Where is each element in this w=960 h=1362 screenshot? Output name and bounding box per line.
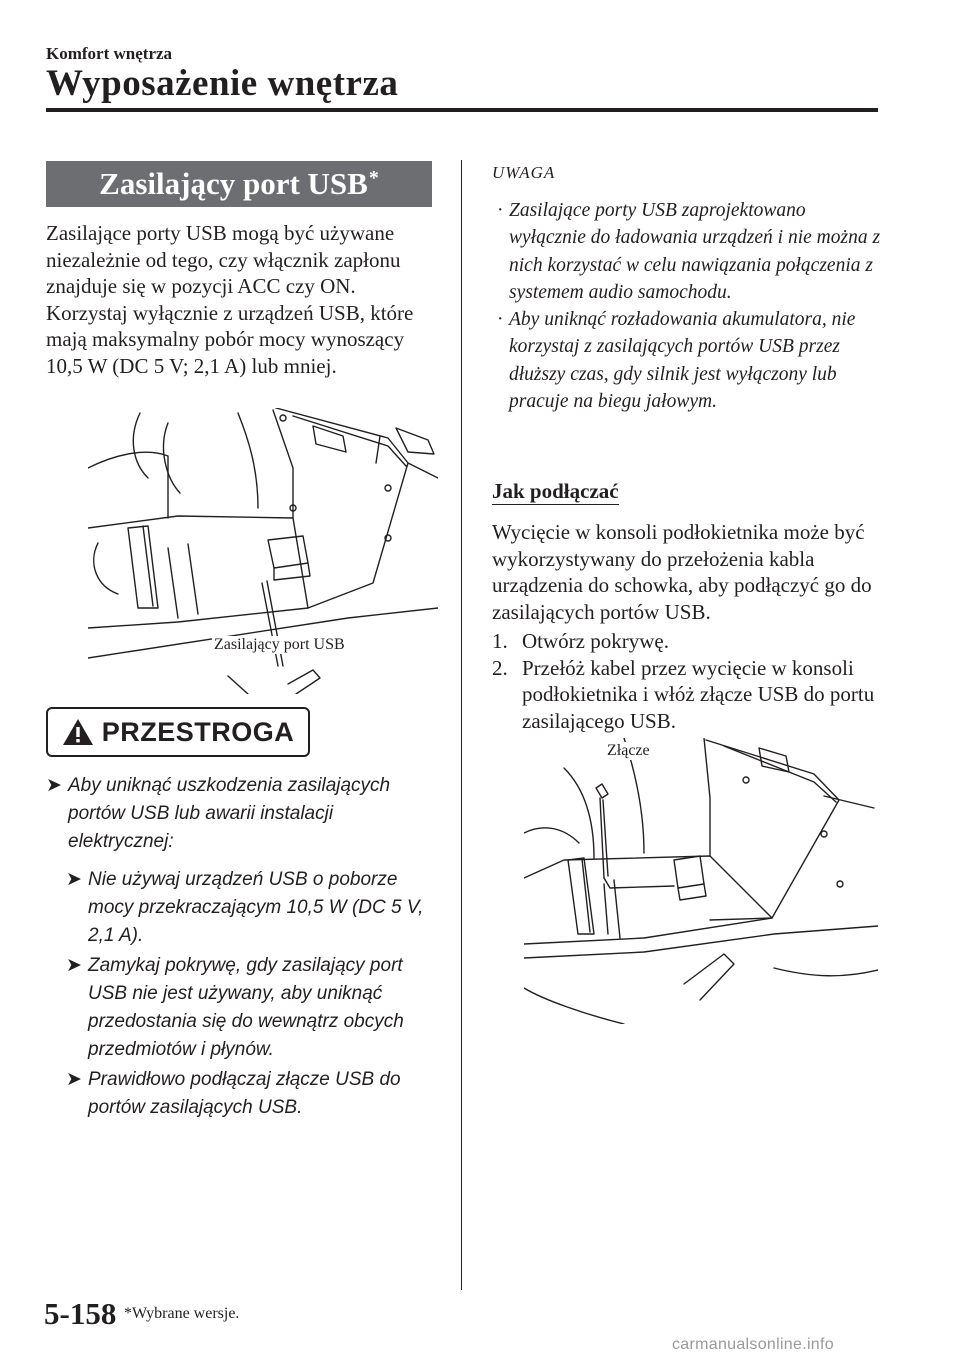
subheading-how-to: Jak podłączać	[492, 479, 619, 503]
steps-list	[492, 628, 892, 734]
step-item: 2. Przełóż kabel przez wycięcie w konsoli podłokietnika i włóż złącze USB do portu zasilającego USB.	[492, 655, 875, 733]
caution-badge	[46, 707, 310, 757]
arrow-bullet-icon: ➤	[66, 955, 82, 976]
note-title: UWAGA	[492, 163, 556, 182]
caution-item: ➤ Nie używaj urządzeń USB o poborze mocy przekraczającym 10,5 W (DC 5 V, 2,1 A).	[46, 866, 436, 950]
warning-triangle-icon	[62, 717, 94, 747]
page-title: Wyposażenie wnętrza	[46, 63, 399, 104]
bullet-dot-icon: ·	[497, 309, 504, 331]
console-illustration-2	[524, 738, 878, 1024]
how-to-paragraph: Wycięcie w konsoli podłokietnika może być wykorzystywany do przełożenia kabla urządzenia do schowka, aby podłączyć go do zasilających portów USB.	[492, 520, 872, 624]
title-rule	[46, 108, 878, 112]
footnote: *Wybrane wersje.	[124, 1305, 240, 1322]
breadcrumb: Komfort wnętrza	[46, 44, 173, 63]
note-item: · Zasilające porty USB zaprojektowano wyłącznie do ładowania urządzeń i nie można z nich korzystać w celu nawiązania połączenia z systemem audio samochodu.	[492, 197, 882, 306]
caution-item: ➤ Prawidłowo podłączaj złącze USB do portów zasilających USB.	[46, 1066, 436, 1122]
intro-paragraph: Zasilające porty USB mogą być używane niezależnie od tego, czy włącznik zapłonu znajduje się w pozycji ACC czy ON. Korzystaj wyłącznie z urządzeń USB, które mają maksymalny pobór mocy wynoszący 10,5 W (DC 5 V; 2,1 A) lub mniej.	[46, 221, 414, 378]
figure2-label: Złącze	[607, 742, 650, 759]
note-list	[492, 197, 882, 415]
column-divider	[461, 160, 462, 1290]
watermark: carmanualsonline.info	[672, 1336, 834, 1353]
optional-asterisk: *	[368, 166, 379, 189]
page-number: 5-158	[44, 1296, 117, 1331]
caution-label: PRZESTROGA	[101, 716, 295, 747]
caution-main: ➤ Aby uniknąć uszkodzenia zasilających portów USB lub awarii instalacji elektrycznej:	[46, 772, 436, 856]
arrow-bullet-icon: ➤	[46, 775, 62, 796]
section-banner	[46, 161, 432, 207]
section-title: Zasilający port USB	[99, 166, 368, 201]
caution-item: ➤ Zamykaj pokrywę, gdy zasilający port USB nie jest używany, aby uniknąć przedostania się do wewnątrz obcych przedmiotów i płynów.	[46, 952, 436, 1064]
figure1-label: Zasilający port USB	[214, 636, 345, 653]
bullet-dot-icon: ·	[497, 200, 504, 221]
note-item: · Aby uniknąć rozładowania akumulatora, nie korzystaj z zasilających portów USB przez dłuższy czas, gdy silnik jest wyłączony lub pracuje na biegu jałowym.	[492, 306, 882, 415]
caution-list	[46, 772, 436, 1124]
step-item: 1. Otwórz pokrywę.	[492, 629, 669, 653]
arrow-bullet-icon: ➤	[66, 869, 82, 890]
arrow-bullet-icon: ➤	[66, 1069, 82, 1090]
